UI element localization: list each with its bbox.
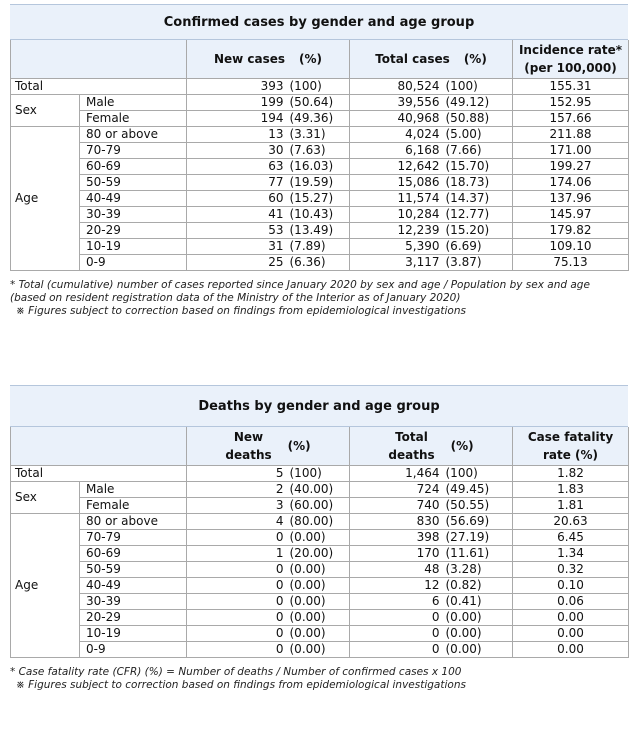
- total-percent: (27.19): [443, 530, 513, 546]
- new-percent: (100): [287, 79, 350, 95]
- total-percent: (15.70): [443, 159, 513, 175]
- table-row-age: [11, 191, 629, 207]
- col-header-total-cases: Total cases (%): [350, 40, 513, 79]
- total-value: 12,642: [350, 159, 443, 175]
- table-row-sex: [11, 482, 629, 498]
- total-percent: (50.88): [443, 111, 513, 127]
- new-percent: (0.00): [287, 562, 350, 578]
- table-header-row: [11, 40, 629, 79]
- confirmed-cases-table: [10, 40, 629, 271]
- total-percent: (15.20): [443, 223, 513, 239]
- total-percent: (0.00): [443, 626, 513, 642]
- rate-value: 1.83: [513, 482, 629, 498]
- total-percent: (3.28): [443, 562, 513, 578]
- new-value: 31: [187, 239, 287, 255]
- group-label-sex: Sex: [11, 95, 80, 127]
- rate-value: 1.81: [513, 498, 629, 514]
- row-label-total: Total: [11, 466, 187, 482]
- table-row-age: [11, 143, 629, 159]
- new-percent: (16.03): [287, 159, 350, 175]
- rate-value: 0.00: [513, 642, 629, 658]
- table-row-sex: [11, 498, 629, 514]
- new-value: 60: [187, 191, 287, 207]
- table-row-age: [11, 223, 629, 239]
- total-value: 830: [350, 514, 443, 530]
- total-value: 12,239: [350, 223, 443, 239]
- new-value: 0: [187, 642, 287, 658]
- col-header-incidence-rate: Incidence rate* (per 100,000): [513, 40, 629, 79]
- rate-value: 109.10: [513, 239, 629, 255]
- total-value: 11,574: [350, 191, 443, 207]
- rate-value: 0.00: [513, 610, 629, 626]
- total-value: 3,117: [350, 255, 443, 271]
- new-percent: (0.00): [287, 626, 350, 642]
- col-header-new-cases: New cases (%): [187, 40, 350, 79]
- table-row-sex: [11, 95, 629, 111]
- total-value: 0: [350, 642, 443, 658]
- rate-value: 211.88: [513, 127, 629, 143]
- new-value: 63: [187, 159, 287, 175]
- total-value: 398: [350, 530, 443, 546]
- table-row-total: [11, 466, 629, 482]
- new-percent: (50.64): [287, 95, 350, 111]
- total-value: 48: [350, 562, 443, 578]
- new-value: 0: [187, 578, 287, 594]
- col-header-total-deaths: Total deaths (%): [350, 427, 513, 466]
- new-percent: (15.27): [287, 191, 350, 207]
- row-label: 80 or above: [80, 127, 187, 143]
- total-value: 80,524: [350, 79, 443, 95]
- table-row-age: [11, 514, 629, 530]
- new-value: 5: [187, 466, 287, 482]
- new-value: 0: [187, 594, 287, 610]
- total-percent: (0.00): [443, 642, 513, 658]
- new-value: 30: [187, 143, 287, 159]
- total-value: 40,968: [350, 111, 443, 127]
- new-percent: (10.43): [287, 207, 350, 223]
- confirmed-cases-title: Confirmed cases by gender and age group: [10, 4, 628, 40]
- row-label: 30-39: [80, 594, 187, 610]
- rate-value: 145.97: [513, 207, 629, 223]
- total-value: 39,556: [350, 95, 443, 111]
- new-percent: (49.36): [287, 111, 350, 127]
- table-row-age: [11, 530, 629, 546]
- col-header-case-fatality-rate: Case fatality rate (%): [513, 427, 629, 466]
- new-percent: (19.59): [287, 175, 350, 191]
- table-row-total: [11, 79, 629, 95]
- new-percent: (0.00): [287, 530, 350, 546]
- table-row-age: [11, 610, 629, 626]
- total-percent: (100): [443, 79, 513, 95]
- table-row-age: [11, 562, 629, 578]
- new-value: 3: [187, 498, 287, 514]
- new-value: 0: [187, 530, 287, 546]
- row-label: 30-39: [80, 207, 187, 223]
- table-row-age: [11, 175, 629, 191]
- total-percent: (6.69): [443, 239, 513, 255]
- rate-value: 20.63: [513, 514, 629, 530]
- row-label: Female: [80, 498, 187, 514]
- total-value: 170: [350, 546, 443, 562]
- row-label: 80 or above: [80, 514, 187, 530]
- new-percent: (60.00): [287, 498, 350, 514]
- new-value: 0: [187, 562, 287, 578]
- table-row-age: [11, 578, 629, 594]
- new-percent: (20.00): [287, 546, 350, 562]
- row-label: 40-49: [80, 191, 187, 207]
- row-label: 0-9: [80, 642, 187, 658]
- total-value: 0: [350, 610, 443, 626]
- total-value: 12: [350, 578, 443, 594]
- total-percent: (0.00): [443, 610, 513, 626]
- table-row-age: [11, 546, 629, 562]
- total-value: 0: [350, 626, 443, 642]
- row-label: 70-79: [80, 143, 187, 159]
- table-row-age: [11, 127, 629, 143]
- row-label: 70-79: [80, 530, 187, 546]
- total-value: 740: [350, 498, 443, 514]
- row-label: 60-69: [80, 159, 187, 175]
- total-value: 6,168: [350, 143, 443, 159]
- group-label-sex: Sex: [11, 482, 80, 514]
- total-percent: (49.12): [443, 95, 513, 111]
- total-value: 5,390: [350, 239, 443, 255]
- new-percent: (6.36): [287, 255, 350, 271]
- table-row-age: [11, 159, 629, 175]
- total-percent: (5.00): [443, 127, 513, 143]
- new-value: 41: [187, 207, 287, 223]
- deaths-note: * Case fatality rate (CFR) (%) = Number of deaths / Number of confirmed cases x 100 ※ Figures subject to correction based on findings from epidemiological investigations: [10, 666, 466, 691]
- total-value: 4,024: [350, 127, 443, 143]
- group-label-age: Age: [11, 127, 80, 271]
- new-percent: (0.00): [287, 594, 350, 610]
- rate-value: 1.82: [513, 466, 629, 482]
- total-percent: (14.37): [443, 191, 513, 207]
- table-row-sex: [11, 111, 629, 127]
- row-label: 20-29: [80, 223, 187, 239]
- rate-value: 0.32: [513, 562, 629, 578]
- rate-value: 0.00: [513, 626, 629, 642]
- total-value: 10,284: [350, 207, 443, 223]
- rate-value: 179.82: [513, 223, 629, 239]
- total-value: 724: [350, 482, 443, 498]
- table-row-age: [11, 642, 629, 658]
- new-value: 2: [187, 482, 287, 498]
- total-percent: (3.87): [443, 255, 513, 271]
- total-value: 6: [350, 594, 443, 610]
- deaths-section: [10, 385, 628, 692]
- new-value: 393: [187, 79, 287, 95]
- new-percent: (40.00): [287, 482, 350, 498]
- row-label: 60-69: [80, 546, 187, 562]
- col-header-new-deaths: New deaths (%): [187, 427, 350, 466]
- new-value: 77: [187, 175, 287, 191]
- row-label-total: Total: [11, 79, 187, 95]
- row-label: 40-49: [80, 578, 187, 594]
- row-label: 50-59: [80, 562, 187, 578]
- rate-value: 199.27: [513, 159, 629, 175]
- new-value: 4: [187, 514, 287, 530]
- total-percent: (100): [443, 466, 513, 482]
- table-row-age: [11, 626, 629, 642]
- rate-value: 155.31: [513, 79, 629, 95]
- row-label: 50-59: [80, 175, 187, 191]
- new-percent: (7.63): [287, 143, 350, 159]
- rate-value: 1.34: [513, 546, 629, 562]
- row-label: 0-9: [80, 255, 187, 271]
- deaths-table: [10, 427, 629, 658]
- rate-value: 171.00: [513, 143, 629, 159]
- new-value: 0: [187, 626, 287, 642]
- total-percent: (12.77): [443, 207, 513, 223]
- new-value: 13: [187, 127, 287, 143]
- total-percent: (0.82): [443, 578, 513, 594]
- rate-value: 0.06: [513, 594, 629, 610]
- new-value: 194: [187, 111, 287, 127]
- new-percent: (13.49): [287, 223, 350, 239]
- new-percent: (0.00): [287, 642, 350, 658]
- row-label: 10-19: [80, 239, 187, 255]
- row-label: 10-19: [80, 626, 187, 642]
- confirmed-cases-section: [10, 4, 628, 318]
- total-value: 15,086: [350, 175, 443, 191]
- rate-value: 174.06: [513, 175, 629, 191]
- confirmed-cases-note: * Total (cumulative) number of cases reported since January 2020 by sex and age / Population by sex and age (based on resident registration data of the Ministry of the Interior as of January 2020) ※ Figures subject to correction based on findings from epidemiological investigations: [10, 279, 590, 317]
- new-percent: (3.31): [287, 127, 350, 143]
- row-label: Female: [80, 111, 187, 127]
- row-label: 20-29: [80, 610, 187, 626]
- total-percent: (50.55): [443, 498, 513, 514]
- rate-value: 0.10: [513, 578, 629, 594]
- total-percent: (11.61): [443, 546, 513, 562]
- new-percent: (0.00): [287, 578, 350, 594]
- table-header-row: [11, 427, 629, 466]
- new-percent: (0.00): [287, 610, 350, 626]
- row-label: Male: [80, 95, 187, 111]
- rate-value: 137.96: [513, 191, 629, 207]
- group-label-age: Age: [11, 514, 80, 658]
- new-value: 25: [187, 255, 287, 271]
- table-row-age: [11, 239, 629, 255]
- new-value: 1: [187, 546, 287, 562]
- total-percent: (18.73): [443, 175, 513, 191]
- new-value: 53: [187, 223, 287, 239]
- total-percent: (0.41): [443, 594, 513, 610]
- rate-value: 6.45: [513, 530, 629, 546]
- total-percent: (56.69): [443, 514, 513, 530]
- row-label: Male: [80, 482, 187, 498]
- table-row-age: [11, 594, 629, 610]
- new-percent: (80.00): [287, 514, 350, 530]
- new-value: 199: [187, 95, 287, 111]
- total-value: 1,464: [350, 466, 443, 482]
- new-percent: (7.89): [287, 239, 350, 255]
- rate-value: 75.13: [513, 255, 629, 271]
- new-percent: (100): [287, 466, 350, 482]
- table-row-age: [11, 207, 629, 223]
- rate-value: 152.95: [513, 95, 629, 111]
- new-value: 0: [187, 610, 287, 626]
- rate-value: 157.66: [513, 111, 629, 127]
- total-percent: (49.45): [443, 482, 513, 498]
- table-row-age: [11, 255, 629, 271]
- total-percent: (7.66): [443, 143, 513, 159]
- deaths-title: Deaths by gender and age group: [10, 385, 628, 427]
